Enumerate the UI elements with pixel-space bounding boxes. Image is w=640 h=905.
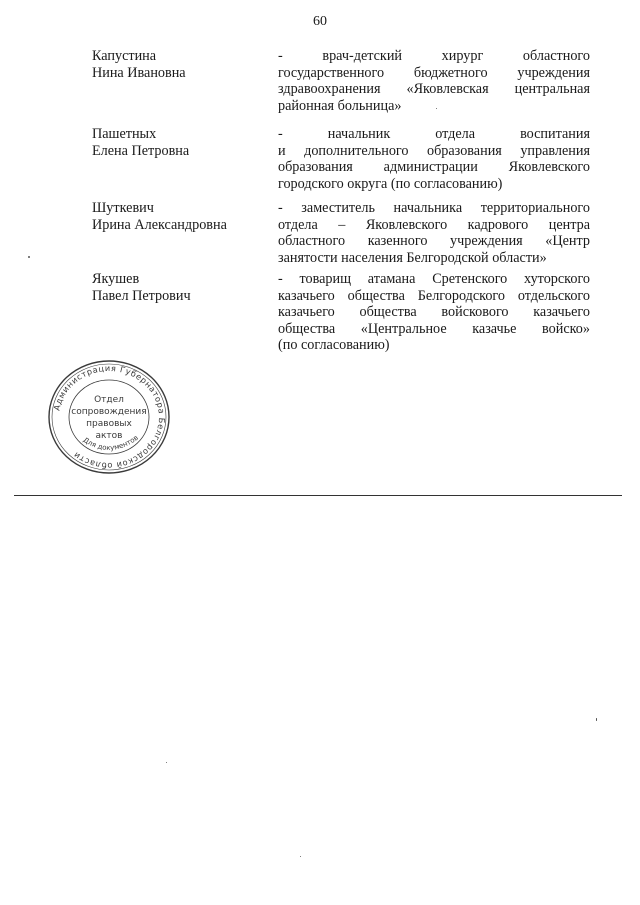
position-line: - заместитель начальника территориального [278, 200, 590, 216]
member-name [92, 48, 272, 82]
official-stamp [44, 356, 174, 478]
list-item [0, 126, 640, 200]
stamp-center-line: Отдел [94, 395, 124, 405]
position-line: казачьего общества войскового казачьего [278, 304, 590, 320]
position-line: - начальник отдела воспитания [278, 126, 590, 142]
position-line: - товарищ атамана Сретенского хуторского [278, 271, 590, 287]
list-item [0, 48, 640, 126]
position-line: общества «Центральное казачье войско» [278, 320, 590, 337]
member-given-names: Нина Ивановна [92, 65, 186, 81]
list-item [0, 200, 640, 271]
position-line: казачьего общества Белгородского отдельского [278, 287, 590, 304]
page-number: 60 [313, 14, 327, 29]
member-name [92, 126, 272, 160]
member-given-names: Павел Петрович [92, 288, 191, 304]
position-line: (по согласованию) [278, 337, 390, 353]
member-surname: Шуткевич [92, 200, 154, 216]
member-position [278, 48, 590, 114]
member-position [278, 271, 590, 354]
members-list [0, 48, 640, 361]
member-position [278, 126, 590, 192]
stamp-outer-ring [49, 361, 169, 473]
member-given-names: Елена Петровна [92, 143, 190, 159]
member-surname: Пашетных [92, 126, 157, 142]
position-line: районная больница» [278, 97, 402, 114]
member-position [278, 200, 590, 266]
stamp-seal-icon [44, 356, 174, 478]
list-item [0, 271, 640, 361]
member-name [92, 200, 272, 234]
member-surname: Якушев [92, 271, 140, 287]
stamp-center-line: актов [95, 431, 123, 441]
stamp-center-ring [69, 380, 149, 454]
page-divider [14, 495, 622, 496]
scan-speck [436, 108, 437, 109]
scan-speck [300, 856, 301, 857]
position-line: городского округа (по согласованию) [278, 175, 503, 192]
scan-speck [596, 718, 597, 721]
member-surname: Капустина [92, 48, 157, 64]
stamp-center-line: сопровождения [71, 407, 147, 417]
position-line: отдела – Яковлевского кадрового центра [278, 216, 590, 233]
position-line: и дополнительного образования управления [278, 142, 590, 159]
position-line: областного казенного учреждения «Центр [278, 233, 590, 249]
position-line: - врач-детский хирург областного [278, 48, 590, 64]
member-name [92, 271, 272, 305]
stamp-center-line: правовых [86, 419, 132, 429]
stamp-ring-text: Администрация Губернатора Белгородской области [51, 362, 168, 472]
position-line: занятости населения Белгородской области» [278, 249, 547, 266]
position-line: государственного бюджетного учреждения [278, 64, 590, 81]
member-given-names: Ирина Александровна [92, 217, 227, 233]
stamp-bottom-text: Для документов [81, 433, 140, 453]
scan-speck [28, 256, 30, 258]
position-line: образования администрации Яковлевского [278, 159, 590, 175]
scan-speck [166, 762, 167, 763]
position-line: здравоохранения «Яковлевская центральная [278, 81, 590, 97]
